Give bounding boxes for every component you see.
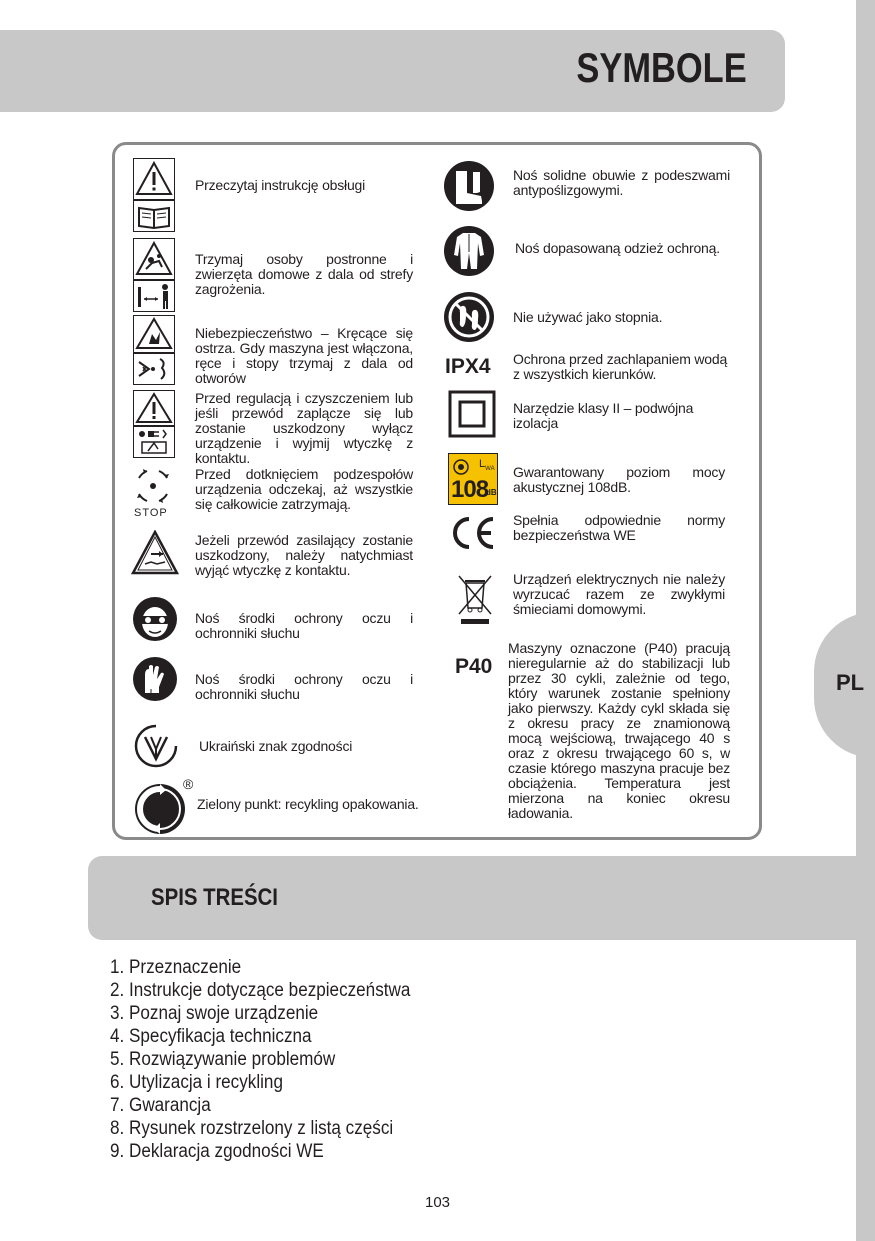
- symbol-text-no-step: Nie używać jako stopnia.: [513, 309, 663, 325]
- p40-icon: P40: [455, 655, 493, 678]
- toc-item: 1. Przeznaczenie: [110, 957, 242, 978]
- stop-rotation-icon: [131, 466, 175, 520]
- header-bar: [0, 30, 785, 112]
- toc-header-bar: [88, 856, 875, 940]
- hand-foot-blade-icon: [133, 353, 175, 385]
- toc-item: 4. Specyfikacja techniczna: [110, 1026, 312, 1047]
- symbol-text-ukraine-mark: Ukraiński znak zgodności: [199, 738, 353, 754]
- green-dot-recycling-icon: [133, 776, 194, 838]
- symbol-text-sound-power: Gwarantowany poziom mocy akustycznej 108dB.: [513, 464, 725, 495]
- toc-item: 9. Deklaracja zgodności WE: [110, 1141, 324, 1162]
- ukraine-conformity-icon: [133, 723, 179, 769]
- language-tab-label: PL: [836, 670, 865, 695]
- symbol-text-bystanders: Trzymaj osoby postronne i zwierzęta domowe z dala od strefy zagrożenia.: [195, 251, 413, 297]
- damaged-cable-icon: [131, 530, 179, 578]
- warning-triangle-icon: [133, 158, 175, 200]
- symbol-text-boots: Noś solidne obuwie z podeszwami antypoślizgowymi.: [513, 167, 730, 198]
- protective-overall-icon: [443, 225, 495, 277]
- toc-list: [110, 956, 444, 1163]
- sound-power-unit: dB: [486, 488, 497, 497]
- toc-item: 5. Rozwiązywanie problemów: [110, 1049, 336, 1070]
- bystanders-warning-icon: [133, 238, 175, 280]
- plug-hand-icon: [133, 426, 175, 458]
- symbol-text-green-dot: Zielony punkt: recykling opakowania.: [197, 796, 419, 812]
- sound-power-icon: [448, 453, 498, 505]
- symbol-text-ce: Spełnia odpowiednie normy bezpieczeństwa WE: [513, 512, 725, 543]
- symbol-text-unplug: Przed regulacją i czyszczeniem lub jeśli przewód zaplącze się lub zostanie uszkodzony wyłącz urządzenie i wyjmij wtyczkę z kontaktu.: [195, 390, 413, 466]
- registered-mark: ®: [183, 776, 194, 792]
- ipx4-icon: IPX4: [445, 355, 491, 378]
- page-title: SYMBOLE: [576, 44, 747, 91]
- sound-power-value: 108: [451, 476, 489, 503]
- symbols-panel: [112, 142, 762, 840]
- toc-item: 8. Rysunek rozstrzelony z listą części: [110, 1118, 394, 1139]
- goggles-ear-protection-icon: [131, 595, 179, 643]
- double-insulation-icon: [448, 390, 496, 438]
- warning-unplug-icon: [133, 390, 175, 426]
- symbol-text-ipx4: Ochrona przed zachlapaniem wodą z wszystkich kierunków.: [513, 351, 728, 382]
- toc-item: 3. Poznaj swoje urządzenie: [110, 1003, 319, 1024]
- gloves-icon: [131, 655, 179, 703]
- symbol-text-goggles: Noś środki ochrony oczu i ochronniki słuchu: [195, 610, 413, 641]
- weee-bin-icon: [455, 572, 495, 628]
- symbol-text-gloves: Noś środki ochrony oczu i ochronniki słuchu: [195, 671, 413, 702]
- toc-item: 6. Utylizacja i recykling: [110, 1072, 283, 1093]
- symbol-text-stop: Przed dotknięciem podzespołów urządzenia odczekaj, aż wszystkie się całkowicie zatrzymają.: [195, 466, 413, 512]
- toc-item: 7. Gwarancja: [110, 1095, 211, 1116]
- toc-item: 2. Instrukcje dotyczące bezpieczeństwa: [110, 980, 411, 1001]
- symbol-text-overall: Noś dopasowaną odzież ochroną.: [515, 240, 720, 256]
- stop-label: STOP: [134, 507, 168, 519]
- ce-mark-icon: [447, 513, 499, 553]
- toc-title: SPIS TREŚCI: [151, 884, 278, 911]
- safe-distance-icon: [133, 280, 175, 312]
- symbol-text-weee: Urządzeń elektrycznych nie należy wyrzucać razem ze zwykłymi śmieciami domowymi.: [513, 571, 725, 617]
- book-icon: [133, 200, 175, 232]
- no-stepping-icon: [443, 291, 495, 343]
- symbol-text-damaged-cable: Jeżeli przewód zasilający zostanie uszkodzony, należy natychmiast wyjąć wtyczkę z kontaktu.: [195, 532, 413, 578]
- sound-power-top-label: $L_{WA}$: [479, 458, 495, 473]
- symbol-text-rotating-blades: Niebezpieczeństwo – Kręcące się ostrza. Gdy maszyna jest włączona, ręce i stopy trzymaj z dala od otworów: [195, 325, 413, 386]
- symbol-text-p40: Maszyny oznaczone (P40) pracują nieregularnie aż do stabilizacji lub przez 30 cykli, zależnie od tego, który warunek zostanie spełniony jako pierwszy. Każdy cykl składa się z okresu pracy ze znamionową mocą wejściową, trwającego 40 s oraz z okresu trwającego 60 s, w czasie którego maszyna pracuje bez obciążenia. Temperatura jest mierzona na koniec okresu ładowania.: [508, 640, 730, 821]
- language-tab: [814, 612, 875, 758]
- rotating-blades-icon: [133, 315, 175, 353]
- page-number: 103: [424, 1194, 451, 1211]
- symbol-text-read-manual: Przeczytaj instrukcję obsługi: [195, 177, 366, 193]
- safety-boots-icon: [443, 160, 495, 212]
- symbol-text-double-insulation: Narzędzie klasy II – podwójna izolacja: [513, 400, 694, 431]
